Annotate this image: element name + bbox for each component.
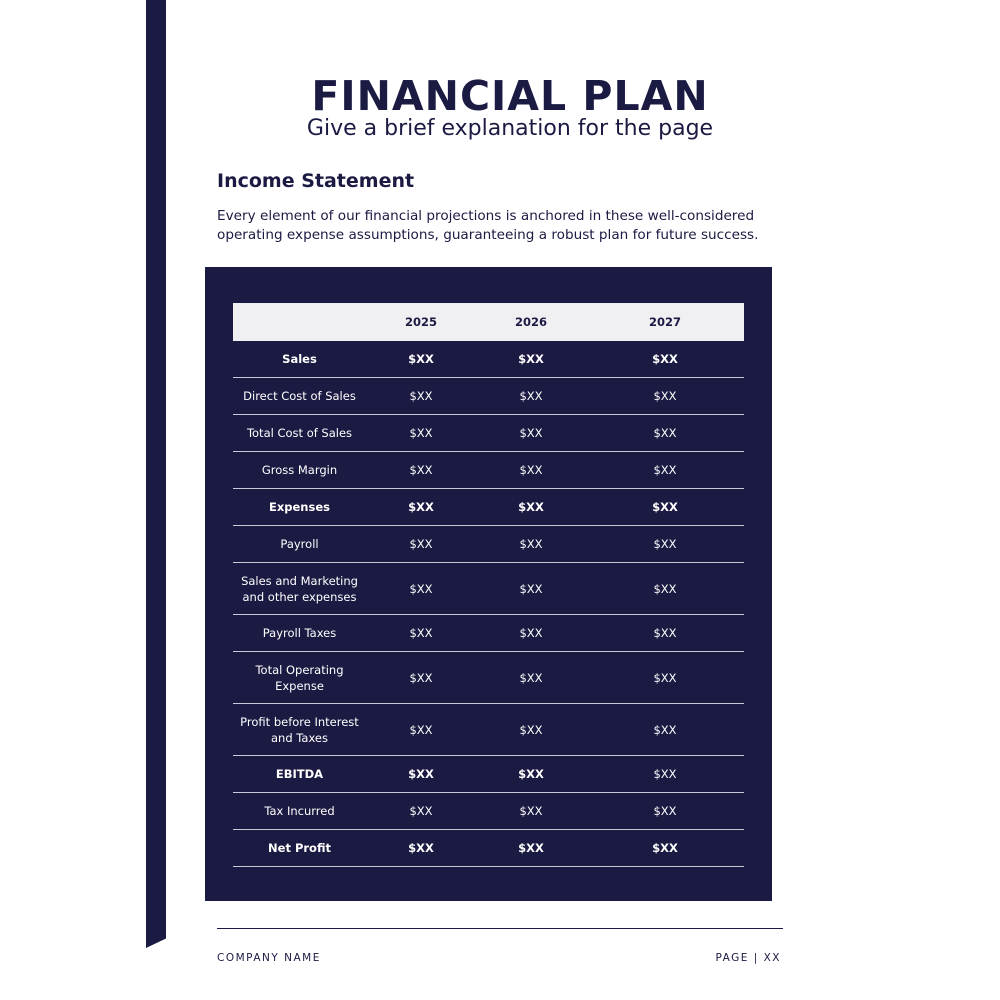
table-row (233, 415, 744, 452)
cell-2026: $XX (519, 581, 543, 596)
table-row (233, 526, 744, 563)
row-label: EBITDA (275, 767, 324, 781)
row-label: Total Operating Expense (255, 662, 344, 693)
cell-2027: $XX (653, 804, 677, 818)
cell-2025: $XX (408, 767, 434, 781)
cell-2027: $XX (653, 722, 677, 737)
cell-2026: $XX (519, 670, 543, 685)
column-header: 2027 (648, 315, 681, 329)
cell-2025: $XX (409, 389, 433, 403)
cell-2027: $XX (653, 426, 677, 440)
table-row (233, 452, 744, 489)
footer-divider (217, 928, 783, 929)
table-header-row (233, 303, 744, 341)
row-label: Net Profit (268, 841, 331, 855)
table-row (233, 830, 744, 867)
row-label: Payroll Taxes (262, 626, 337, 640)
table-row (233, 378, 744, 415)
section-heading: Income Statement (217, 170, 415, 192)
cell-2027: $XX (653, 463, 677, 477)
footer-company-name: COMPANY NAME (217, 952, 321, 964)
footer-page-number: PAGE | XX (715, 952, 781, 964)
cell-2026: $XX (518, 841, 544, 855)
row-label: Gross Margin (261, 463, 338, 477)
cell-2027: $XX (653, 670, 677, 685)
column-header: 2026 (514, 315, 547, 329)
row-label: Profit before Interest and Taxes (240, 714, 359, 745)
cell-2026: $XX (519, 537, 543, 551)
cell-2027: $XX (652, 500, 678, 514)
cell-2026: $XX (519, 626, 543, 640)
column-header: 2025 (404, 315, 437, 329)
row-label: Sales and Marketing and other expenses (241, 573, 358, 604)
table-row (233, 563, 744, 615)
cell-2027: $XX (652, 352, 678, 366)
row-label: Payroll (280, 537, 319, 551)
cell-2025: $XX (409, 670, 433, 685)
cell-2026: $XX (519, 463, 543, 477)
table-row (233, 652, 744, 704)
cell-2026: $XX (518, 767, 544, 781)
income-statement-panel (205, 267, 772, 901)
column-header (233, 303, 366, 341)
row-label: Sales (282, 352, 317, 366)
cell-2026: $XX (518, 352, 544, 366)
cell-2025: $XX (409, 426, 433, 440)
cell-2025: $XX (408, 500, 434, 514)
table-row (233, 704, 744, 756)
cell-2025: $XX (408, 352, 434, 366)
table-row (233, 793, 744, 830)
cell-2027: $XX (653, 767, 677, 781)
table-row (233, 341, 744, 378)
table-row (233, 489, 744, 526)
row-label: Total Cost of Sales (246, 426, 353, 440)
cell-2027: $XX (653, 389, 677, 403)
cell-2027: $XX (653, 581, 677, 596)
cell-2025: $XX (409, 804, 433, 818)
cell-2025: $XX (408, 841, 434, 855)
cell-2026: $XX (519, 389, 543, 403)
table-row (233, 756, 744, 793)
cell-2025: $XX (409, 581, 433, 596)
cell-2025: $XX (409, 626, 433, 640)
row-label: Direct Cost of Sales (243, 389, 356, 403)
row-label: Tax Incurred (264, 804, 335, 818)
income-statement-table (233, 303, 744, 867)
cell-2026: $XX (519, 804, 543, 818)
page-subtitle: Give a brief explanation for the page (306, 116, 714, 141)
cell-2026: $XX (519, 722, 543, 737)
table-row (233, 615, 744, 652)
page-title: FINANCIAL PLAN (311, 72, 709, 120)
cell-2027: $XX (653, 626, 677, 640)
cell-2026: $XX (518, 500, 544, 514)
cell-2026: $XX (519, 426, 543, 440)
cell-2025: $XX (409, 537, 433, 551)
cell-2027: $XX (653, 537, 677, 551)
side-accent-bar (146, 0, 166, 948)
cell-2025: $XX (409, 463, 433, 477)
cell-2027: $XX (652, 841, 678, 855)
cell-2025: $XX (409, 722, 433, 737)
row-label: Expenses (269, 500, 330, 514)
intro-paragraph: Every element of our financial projections is anchored in these well-considered operating expense assumptions, guaranteeing a robust plan for future success. (217, 208, 759, 243)
